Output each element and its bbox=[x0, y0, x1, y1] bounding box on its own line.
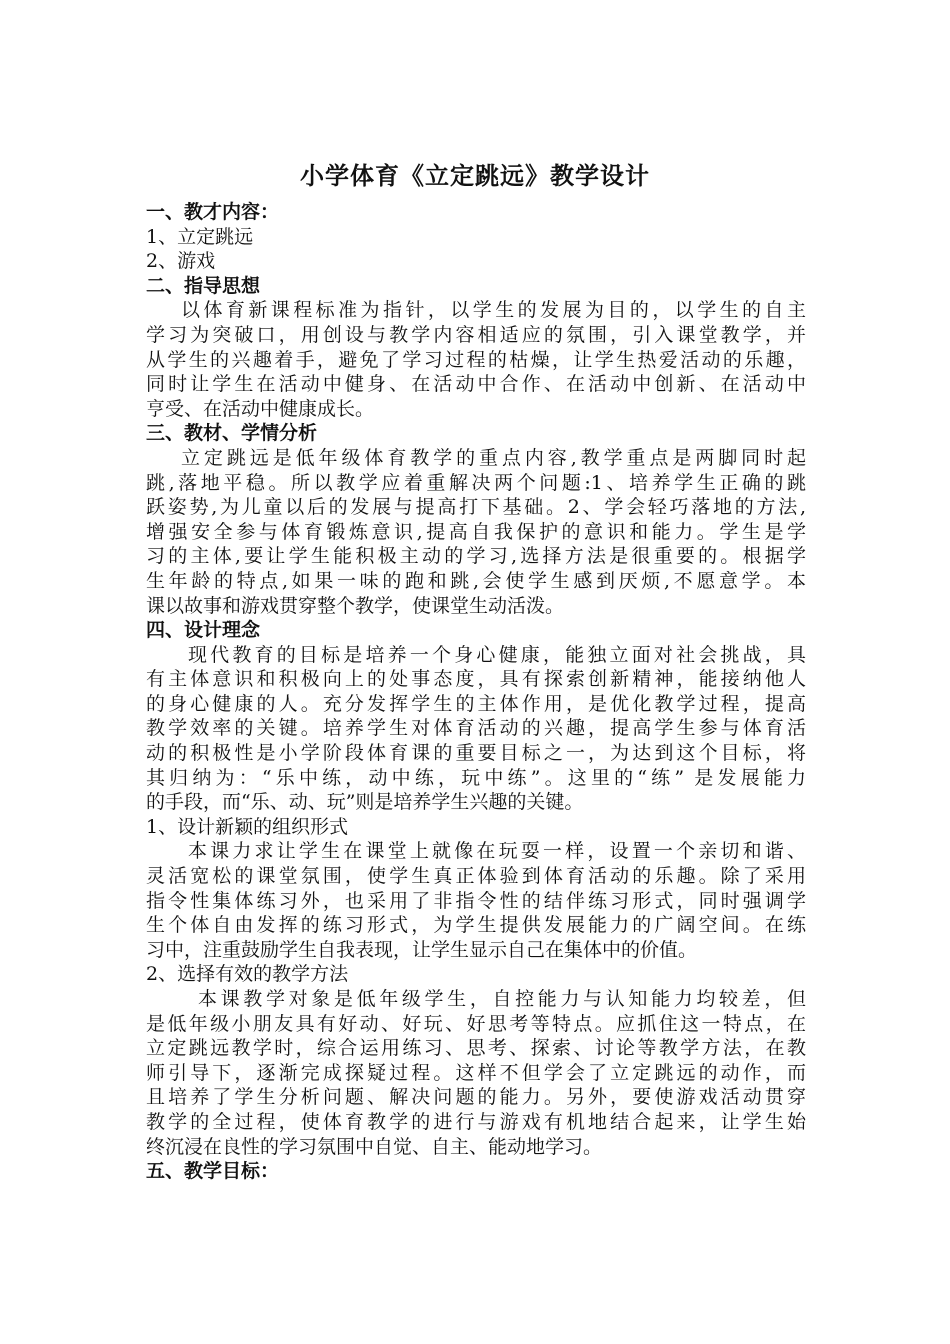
text-line: 以体育新课程标准为指针，以学生的发展为目的，以学生的自主 bbox=[181, 299, 806, 322]
text-line: 1、立定跳远 bbox=[146, 225, 254, 248]
text-line: 同时让学生在活动中健身、在活动中合作、在活动中创新、在活动中 bbox=[146, 373, 806, 396]
text-line: 教学的全过程，使体育教学的进行与游戏有机地结合起来，让学生始 bbox=[146, 1110, 806, 1133]
text-line: 的身心健康的人。充分发挥学生的主体作用，是优化教学过程，提高 bbox=[146, 692, 806, 715]
text-line: 习中，注重鼓励学生自我表现，让学生显示自己在集体中的价值。 bbox=[146, 938, 698, 961]
text-line: 指令性集体练习外，也采用了非指令性的结伴练习形式，同时强调学 bbox=[146, 889, 806, 912]
text-line: 跳,落地平稳。所以教学应着重解决两个问题:1、培养学生正确的跳 bbox=[146, 471, 806, 494]
text-line: 本课力求让学生在课堂上就像在玩耍一样，设置一个亲切和谐、 bbox=[188, 840, 806, 863]
section-heading: 二、指导思想 bbox=[146, 274, 261, 297]
text-line: 2、游戏 bbox=[146, 250, 216, 273]
text-line: 从学生的兴趣着手，避免了学习过程的枯燥，让学生热爱活动的乐趣， bbox=[146, 348, 806, 371]
text-line: 学习为突破口，用创设与教学内容相适应的氛围，引入课堂教学，并 bbox=[146, 323, 806, 346]
text-line: 终沉浸在良性的学习氛围中自觉、自主、能动地学习。 bbox=[146, 1135, 603, 1158]
text-line: 亨受、在活动中健康成长。 bbox=[146, 397, 375, 420]
text-line: 增强安全参与体育锻炼意识,提高自我保护的意识和能力。学生是学 bbox=[146, 520, 806, 543]
section-heading: 三、教材、学情分析 bbox=[146, 422, 318, 445]
text-line: 生个体自由发挥的练习形式，为学生提供发展能力的广阔空间。在练 bbox=[146, 914, 806, 937]
text-line: 其归纳为：“乐中练，动中练，玩中练”。这里的“练” 是发展能力 bbox=[146, 766, 806, 789]
text-line: 课以故事和游戏贯穿整个教学，使课堂生动活泼。 bbox=[146, 594, 565, 617]
text-line: 习的主体,要让学生能积极主动的学习,选择方法是很重要的。根据学 bbox=[146, 545, 806, 568]
text-line: 生年龄的特点,如果一味的跑和跳,会使学生感到厌烦,不愿意学。本 bbox=[146, 569, 806, 592]
text-line: 立定跳远是低年级体育教学的重点内容,教学重点是两脚同时起 bbox=[181, 446, 806, 469]
text-line: 教学效率的关键。培养学生对体育活动的兴趣，提高学生参与体育活 bbox=[146, 717, 806, 740]
text-line: 灵活宽松的课堂氛围，使学生真正体验到体育活动的乐趣。除了采用 bbox=[146, 865, 806, 888]
text-line: 2、选择有效的教学方法 bbox=[146, 963, 349, 986]
text-line: 是低年级小朋友具有好动、好玩、好思考等特点。应抓住这一特点，在 bbox=[146, 1012, 806, 1035]
text-line: 且培养了学生分析问题、解决问题的能力。另外，要使游戏活动贯穿 bbox=[146, 1086, 806, 1109]
text-line: 本课教学对象是低年级学生，自控能力与认知能力均较差，但 bbox=[198, 988, 806, 1010]
document-body bbox=[146, 200, 806, 1184]
text-line: 1、设计新颖的组织形式 bbox=[146, 815, 349, 838]
text-line: 师引导下，逐渐完成探疑过程。这样不但学会了立定跳远的动作，而 bbox=[146, 1061, 806, 1084]
text-line: 现代教育的目标是培养一个身心健康，能独立面对社会挑战，具 bbox=[188, 643, 806, 666]
text-line: 有主体意识和积极向上的处事态度，具有探索创新精神，能接纳他人 bbox=[146, 668, 806, 691]
text-line: 的手段，而“乐、动、玩”则是培养学生兴趣的关键。 bbox=[146, 791, 584, 814]
section-heading: 一、教才内容： bbox=[146, 201, 280, 223]
text-line: 立定跳远教学时，综合运用练习、思考、探索、讨论等教学方法，在教 bbox=[146, 1037, 806, 1060]
section-heading: 五、教学目标： bbox=[146, 1160, 280, 1183]
text-line: 动的积极性是小学阶段体育课的重要目标之一，为达到这个目标，将 bbox=[146, 742, 806, 765]
page-title: 小学体育《立定跳远》教学设计 bbox=[300, 162, 650, 190]
section-heading: 四、设计理念 bbox=[146, 619, 261, 642]
text-line: 跃姿势,为儿童以后的发展与提高打下基础。2、学会轻巧落地的方法, bbox=[146, 496, 806, 519]
